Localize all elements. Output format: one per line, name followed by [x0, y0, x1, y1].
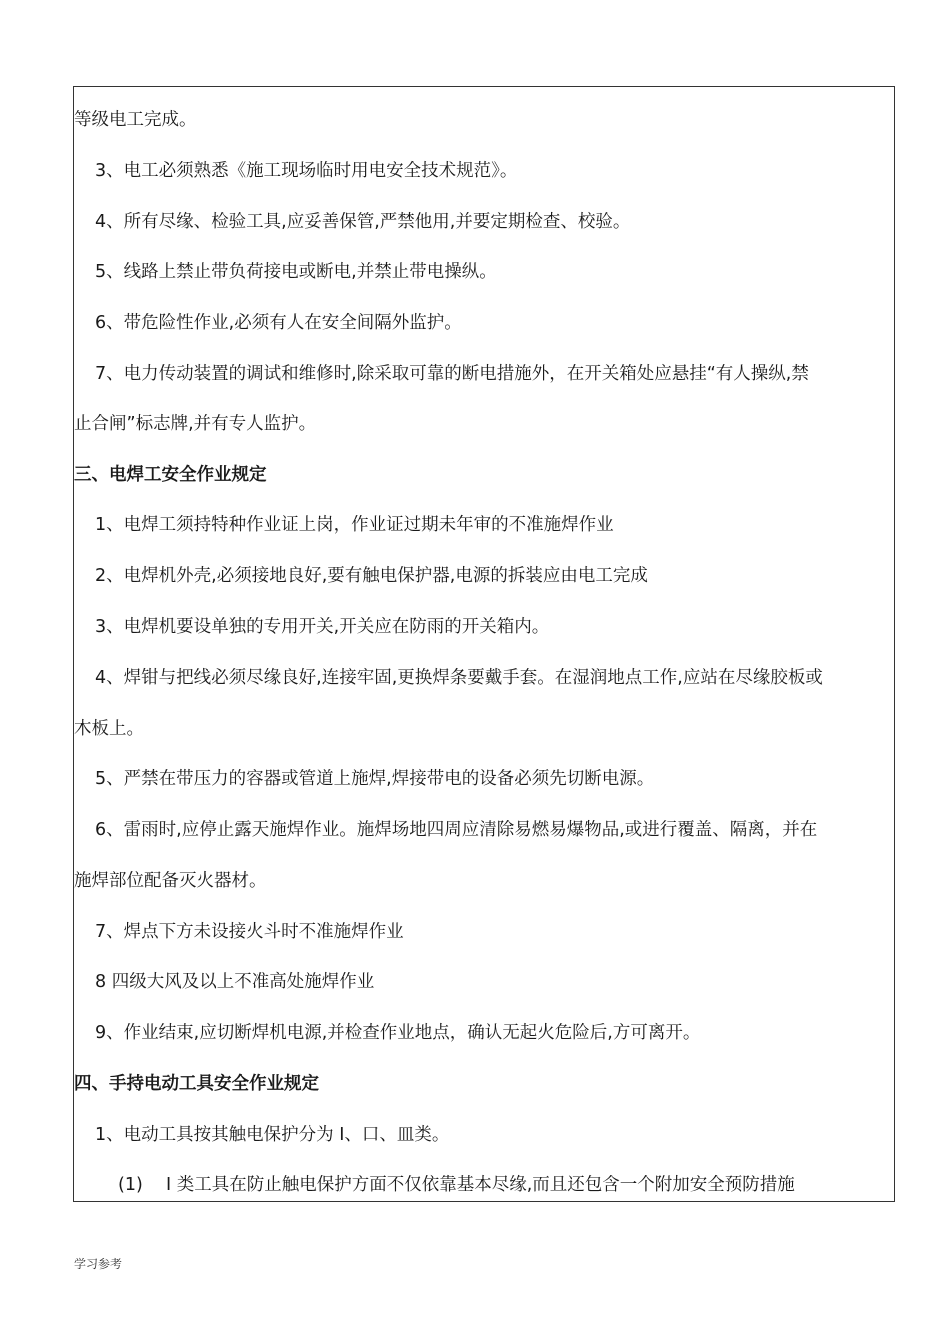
text-line-19: 9、作业结束,应切断焊机电源,并检查作业地点，确认无起火危险后,方可离开。: [95, 1023, 701, 1043]
page-footer: 学习参考: [74, 1257, 123, 1271]
section-heading-4: 四、手持电动工具安全作业规定: [74, 1074, 319, 1094]
text-line-21: 1、电动工具按其触电保护分为 I、口、皿类。: [95, 1125, 450, 1145]
text-line-11: 3、电焊机要设单独的专用开关,开关应在防雨的开关箱内。: [95, 617, 550, 637]
sub-item-1: [118, 1173, 934, 1197]
text-line-17: 7、焊点下方未设接火斗时不准施焊作业: [95, 922, 404, 942]
text-line-1: 等级电工完成。: [74, 110, 197, 130]
text-line-12: 4、焊钳与把线必须尽缘良好,连接牢固,更换焊条要戴手套。在湿润地点工作,应站在尽缘胶板或: [95, 668, 823, 688]
text-line-4: 5、线路上禁止带负荷接电或断电,并禁止带电操纵。: [95, 262, 497, 282]
sub-item-text: I 类工具在防止触电保护方面不仅依靠基本尽缘,而且还包含一个附加安全预防措施: [166, 1175, 795, 1195]
text-line-3: 4、所有尽缘、检验工具,应妥善保管,严禁他用,并要定期检查、校验。: [95, 212, 631, 232]
text-line-13: 木板上。: [74, 719, 144, 739]
section-heading-3: 三、电焊工安全作业规定: [74, 465, 267, 485]
text-line-9: 1、电焊工须持特种作业证上岗，作业证过期未年审的不准施焊作业: [95, 515, 614, 535]
text-line-2: 3、电工必须熟悉《施工现场临时用电安全技术规范》。: [95, 161, 518, 181]
text-line-14: 5、严禁在带压力的容器或管道上施焊,焊接带电的设备必须先切断电源。: [95, 769, 655, 789]
text-line-18: 8 四级大风及以上不准高处施焊作业: [95, 972, 375, 992]
text-line-6: 7、电力传动装置的调试和维修时,除采取可靠的断电措施外，在开关箱处应悬挂“有人操纵,禁: [95, 364, 809, 384]
text-line-5: 6、带危险性作业,必须有人在安全间隔外监护。: [95, 313, 462, 333]
sub-item-number: (1): [118, 1175, 143, 1195]
text-line-15: 6、雷雨时,应停止露天施焊作业。施焊场地四周应清除易燃易爆物品,或进行覆盖、隔离，并在: [95, 820, 818, 840]
text-line-10: 2、电焊机外壳,必须接地良好,要有触电保护器,电源的拆装应由电工完成: [95, 566, 648, 586]
text-line-16: 施焊部位配备灭火器材。: [74, 871, 267, 891]
text-line-7: 止合闸”标志牌,并有专人监护。: [74, 414, 317, 434]
